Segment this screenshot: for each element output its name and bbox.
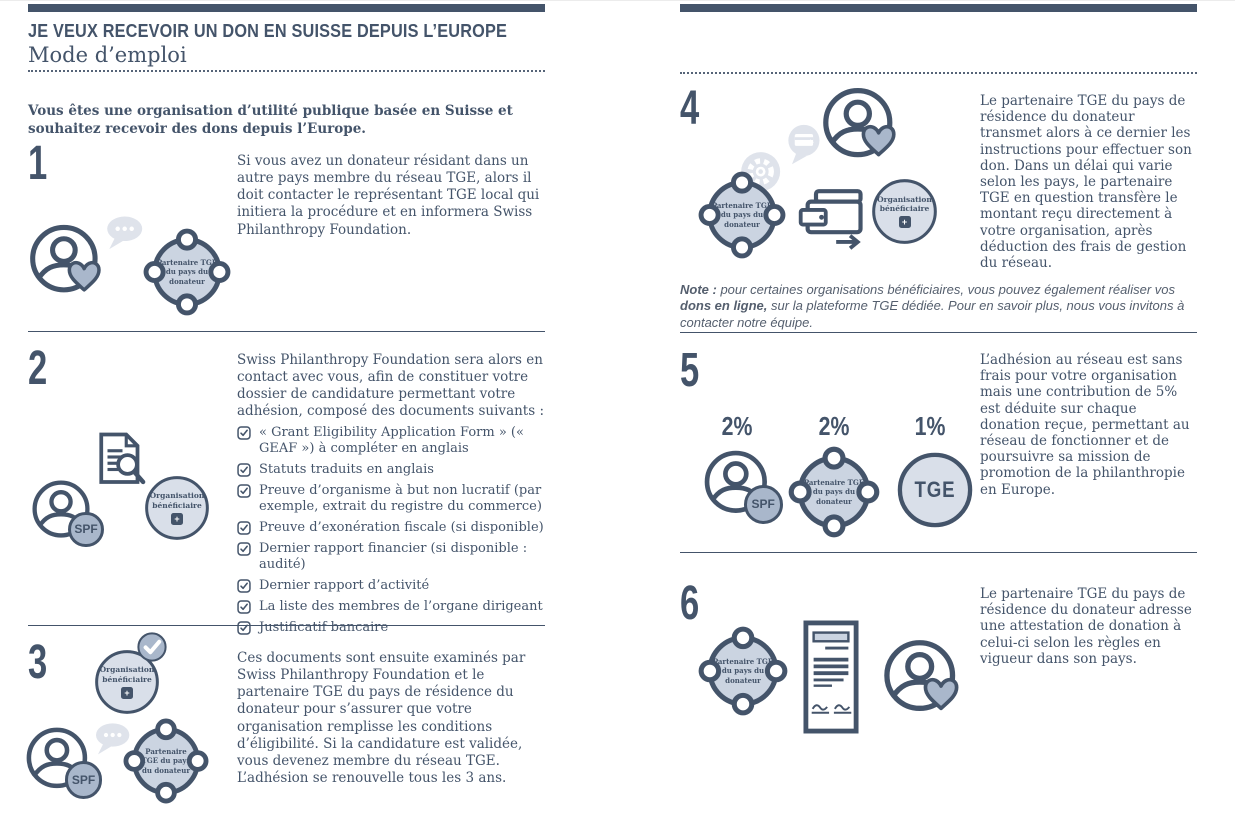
checklist-item	[237, 578, 549, 594]
checklist-item	[237, 462, 549, 478]
step-4-number: 4	[680, 82, 700, 135]
beneficiary-org-label: Organisation bénéficiaire	[877, 194, 932, 213]
fee-spf: 2%	[721, 411, 753, 441]
partner-tge-label: Partenaire TGE du pays du donateur	[803, 478, 865, 506]
beneficiary-org-icon	[871, 178, 938, 245]
checkbox-icon	[237, 463, 251, 477]
swiss-cross-icon: +	[171, 513, 183, 525]
checkbox-icon	[237, 426, 251, 440]
checklist-item	[237, 541, 549, 573]
step-3-text: Ces documents sont ensuite examinés par Swiss Philanthropy Foundation et le partenaire TGE du pays de résidence du donateur pour s’assurer que votre organisation remplisse les conditions d’éligibilité. Si la candidature est validée, vous devenez membre du réseau TGE. L’adhésion se renouvelle tous les 3 ans.	[237, 650, 526, 786]
beneficiary-org-label: Organisation bénéficiaire	[149, 491, 205, 510]
fee-partner: 2%	[818, 411, 850, 441]
section-divider	[680, 552, 1197, 553]
partner-tge-node-icon	[697, 625, 789, 717]
step-5-number: 5	[680, 344, 700, 397]
note-label: Note :	[680, 282, 717, 297]
step-1-number: 1	[28, 137, 48, 190]
step-6-number: 6	[680, 577, 700, 630]
step-2-text: Swiss Philanthropy Foundation sera alors en contact avec vous, afin de constituer votre dossier de candidature permettant votre adhésion, composé des documents suivants :	[237, 352, 544, 420]
beneficiary-org-label: Organisation bénéficiaire	[99, 665, 155, 684]
checklist-item-label: « Grant Eligibility Application Form » (« GEAF ») à compléter en anglais	[259, 425, 524, 456]
donor-heart-icon	[821, 85, 901, 165]
spf-badge: SPF	[744, 485, 783, 524]
note-part2: sur la plateforme TGE dédiée. Pour en savoir plus, nous vous invitons à contacter notre équipe.	[680, 298, 1185, 330]
section-divider	[680, 332, 1197, 333]
step-5-text: L’adhésion au réseau est sans frais pour votre organisation mais une contribution de 5% est déduite sur chaque donation reçue, permettant au réseau de fonctionner et de poursuivre sa mission de promotion de la philanthropie en Europe.	[980, 352, 1190, 498]
check-badge-icon	[136, 631, 168, 663]
checkbox-icon	[237, 521, 251, 535]
checkbox-icon	[237, 621, 251, 635]
step-1-text: Si vous avez un donateur résidant dans un autre pays membre du réseau TGE, alors il doit contacter le représentant TGE local qui initiera la procédure et en informera Swiss Philanthropy Foundation.	[237, 153, 540, 238]
checkbox-icon	[237, 484, 251, 498]
donation-certificate-icon	[803, 619, 859, 735]
checklist-item	[237, 520, 549, 536]
partner-tge-label: Partenaire TGE du pays du donateur	[156, 258, 218, 286]
wallet-transfer-icon	[797, 187, 867, 251]
top-accent-bar-left	[28, 4, 545, 12]
step-2-number: 2	[28, 342, 48, 395]
checklist-item-label: Dernier rapport d’activité	[259, 578, 430, 593]
checklist-item-label: Statuts traduits en anglais	[259, 462, 434, 477]
checkbox-icon	[237, 579, 251, 593]
fee-tge: 1%	[914, 411, 946, 441]
section-divider	[28, 331, 545, 332]
checkbox-icon	[237, 600, 251, 614]
donor-heart-icon	[28, 222, 106, 300]
step-6-text: Le partenaire TGE du pays de résidence du donateur adresse une attestation de donation à celui-ci selon les règles en vigueur dans son pays.	[980, 586, 1192, 667]
checklist-item-label: Preuve d’organisme à but non lucratif (par exemple, extrait du registre du commerce)	[259, 483, 542, 514]
checklist-item	[237, 425, 549, 457]
checklist-item-label: Justificatif bancaire	[259, 620, 389, 635]
page-title: JE VEUX RECEVOIR UN DON EN SUISSE DEPUIS L’EUROPE	[28, 20, 508, 41]
swiss-cross-icon: +	[121, 687, 133, 699]
spf-badge: SPF	[65, 761, 103, 799]
note-text	[680, 282, 1197, 331]
top-accent-bar-right	[680, 4, 1197, 12]
beneficiary-org-icon	[144, 475, 210, 541]
checklist-item-label: Preuve d’exonération fiscale (si disponible)	[259, 520, 544, 535]
step-4-text: Le partenaire TGE du pays de résidence du donateur transmet alors à ce dernier les instructions pour effectuer son don. Dans un délai qui varie selon les pays, le partenaire TGE en question transfère le montant reçu directement à votre organisation, après déduction des frais de gestion du réseau.	[980, 93, 1192, 271]
spf-badge: SPF	[68, 512, 104, 548]
partner-tge-node-icon	[122, 717, 210, 805]
partner-tge-label: Partenaire TGE du pays du donateur	[711, 201, 773, 229]
spf-person-icon	[24, 725, 94, 795]
checklist-item	[237, 599, 549, 615]
tge-label: TGE	[914, 477, 956, 502]
note-emphasis: dons en ligne,	[680, 298, 768, 314]
spf-person-icon	[30, 478, 96, 544]
dotted-divider	[680, 72, 1197, 74]
note-part1: pour certaines organisations bénéficiaires, vous pouvez également réaliser vos	[716, 282, 1175, 297]
partner-tge-label: Partenaire TGE du pays du donateur	[712, 657, 774, 685]
checklist-item	[237, 620, 549, 636]
document-checklist	[237, 425, 549, 636]
dotted-divider	[28, 70, 545, 72]
tge-network-icon	[896, 451, 974, 529]
checklist-item-label: La liste des membres de l’organe dirigeant	[259, 599, 543, 614]
step-3-number: 3	[28, 636, 48, 689]
checkbox-icon	[237, 542, 251, 556]
partner-tge-label: Partenaire TGE du pays du donateur	[141, 747, 191, 775]
checklist-item-label: Dernier rapport financier (si disponible : audité)	[259, 541, 528, 572]
partner-tge-node-icon	[697, 170, 787, 260]
section-divider	[28, 625, 545, 626]
swiss-cross-icon: +	[899, 216, 911, 228]
page-subtitle: Mode d’emploi	[28, 43, 187, 67]
spf-person-icon	[702, 448, 774, 520]
partner-tge-node-icon	[787, 445, 881, 539]
partner-tge-node-icon	[142, 227, 232, 317]
speech-bubble-icon	[103, 214, 145, 252]
donor-heart-icon	[882, 637, 964, 719]
checklist-item	[237, 483, 549, 515]
intro-text: Vous êtes une organisation d’utilité publique basée en Suisse et souhaitez recevoir des dons depuis l’Europe.	[28, 103, 513, 137]
document-review-icon	[94, 432, 146, 492]
